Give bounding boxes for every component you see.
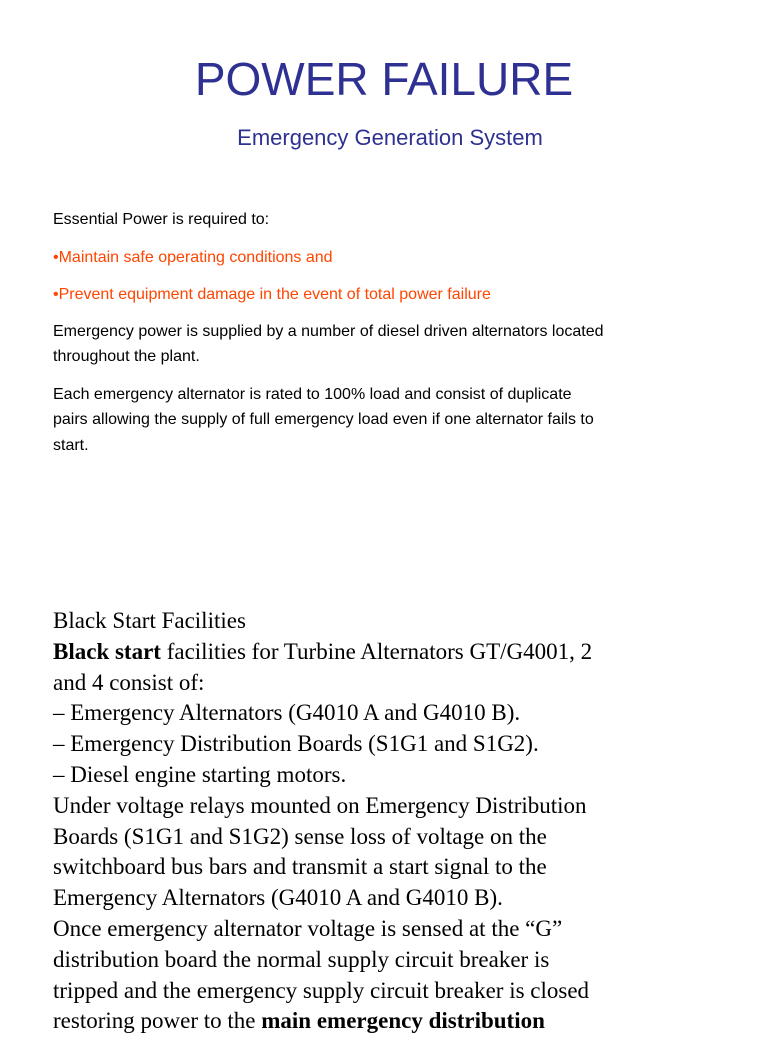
text-line: Once emergency alternator voltage is sensed at the “G”	[53, 915, 563, 941]
text-line: – Emergency Alternators (G4010 A and G4010 B).	[53, 700, 521, 726]
text-span: facilities for Turbine Alternators GT/G4001, 2	[160, 638, 593, 664]
paragraph-line: start.	[53, 437, 89, 454]
text-line: Under voltage relays mounted on Emergency Distribution	[53, 792, 587, 818]
intro-text: Essential Power is required to:	[53, 211, 270, 228]
black-start-section	[53, 606, 693, 1037]
bullet-item: •Prevent equipment damage in the event of total power failure	[53, 286, 491, 303]
text-line: and 4 consist of:	[53, 669, 205, 695]
text-line: – Emergency Distribution Boards (S1G1 and S1G2).	[53, 731, 539, 757]
slide-subtitle: Emergency Generation System	[237, 125, 543, 150]
text-line: distribution board the normal supply circuit breaker is	[53, 946, 550, 972]
text-line	[53, 637, 693, 668]
text-line	[53, 1006, 693, 1037]
bold-term: main emergency distribution	[261, 1008, 545, 1034]
paragraph-line: pairs allowing the supply of full emergency load even if one alternator fails to	[53, 411, 594, 428]
section-heading: Black Start Facilities	[53, 608, 246, 633]
text-line: tripped and the emergency supply circuit breaker is closed	[53, 977, 590, 1003]
text-line: Boards (S1G1 and S1G2) sense loss of voltage on the	[53, 823, 547, 849]
text-line: switchboard bus bars and transmit a start signal to the	[53, 854, 547, 880]
paragraph-line: Emergency power is supplied by a number of diesel driven alternators located	[53, 323, 604, 340]
text-line: Emergency Alternators (G4010 A and G4010 B).	[53, 885, 503, 911]
slide-title: POWER FAILURE	[194, 53, 574, 105]
bullet-item: •Maintain safe operating conditions and	[53, 249, 333, 266]
paragraph-line: Each emergency alternator is rated to 100% load and consist of duplicate	[53, 386, 572, 403]
bold-term: Black start	[53, 638, 161, 664]
paragraph-line: throughout the plant.	[53, 348, 200, 365]
text-span: restoring power to the	[53, 1008, 262, 1034]
text-line: – Diesel engine starting motors.	[53, 761, 347, 787]
